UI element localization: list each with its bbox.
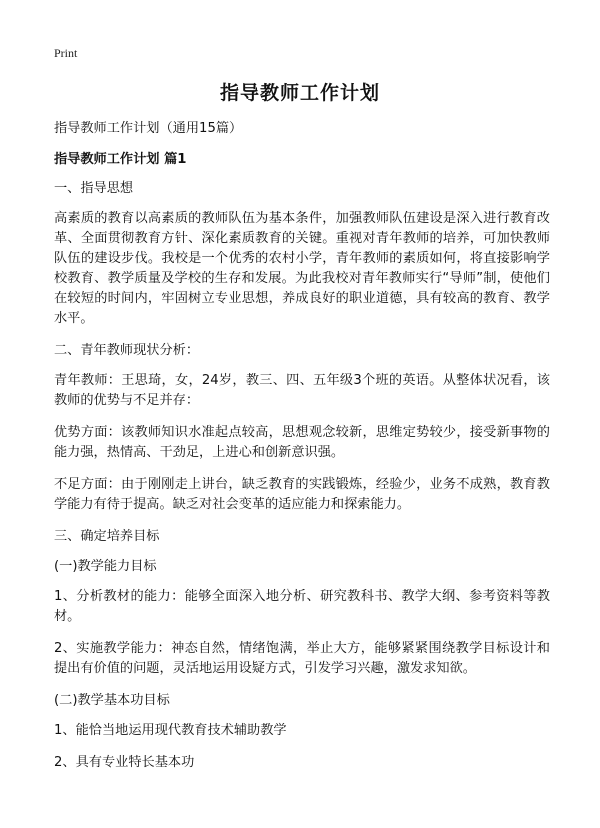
paragraph: 高素质的教育以高素质的教师队伍为基本条件，加强教师队伍建设是深入进行教育改革、全面贯彻教育方针、深化素质教育的关键。重视对青年教师的培养，可加快教师队伍的建设步伐。我校是一个优秀的农村小学，青年教师的素质如何，将直接影响学校教育、教学质量及学校的生存和发展。为此我校对青年教师实行“导师”制，使他们在较短的时间内，牢固树立专业思想，养成良好的职业道德，具有较高的教育、教学水平。: [54, 211, 550, 326]
paragraph: 不足方面：由于刚刚走上讲台，缺乏教育的实践锻炼，经验少，业务不成熟，教育教学能力有待于提高。缺乏对社会变革的适应能力和探索能力。: [54, 477, 550, 512]
paragraph: 2、具有专业特长基本功: [54, 755, 195, 770]
paragraph: 1、能恰当地运用现代教育技术辅助教学: [54, 723, 287, 738]
section-heading: 二、青年教师现状分析：: [54, 343, 200, 358]
section-heading: 三、确定培养目标: [54, 529, 160, 544]
section-heading: 一、指导思想: [54, 181, 134, 196]
document-subtitle: 指导教师工作计划（通用15篇）: [54, 121, 243, 136]
paragraph: 青年教师：王思琦，女，24岁，教三、四、五年级3个班的英语。从整体状况看，该教师的优势与不足并存：: [54, 373, 550, 408]
document-body: [54, 119, 550, 785]
document-title: 指导教师工作计划: [219, 82, 380, 104]
subsection-heading: (一)教学能力目标: [54, 559, 157, 574]
paragraph: 2、实施教学能力：神态自然，情绪饱满，举止大方，能够紧紧围绕教学目标设计和提出有价值的问题，灵活地运用设疑方式，引发学习兴趣，激发求知欲。: [54, 641, 550, 676]
article-title: 指导教师工作计划 篇1: [54, 152, 187, 167]
paragraph: 1、分析教材的能力：能够全面深入地分析、研究教科书、教学大纲、参考资料等教材。: [54, 589, 550, 624]
subsection-heading: (二)教学基本功目标: [54, 693, 170, 708]
print-label: Print: [54, 46, 78, 60]
paragraph: 优势方面：该教师知识水准起点较高，思想观念较新，思维定势较少，接受新事物的能力强，热情高、干劲足，上进心和创新意识强。: [54, 425, 550, 460]
